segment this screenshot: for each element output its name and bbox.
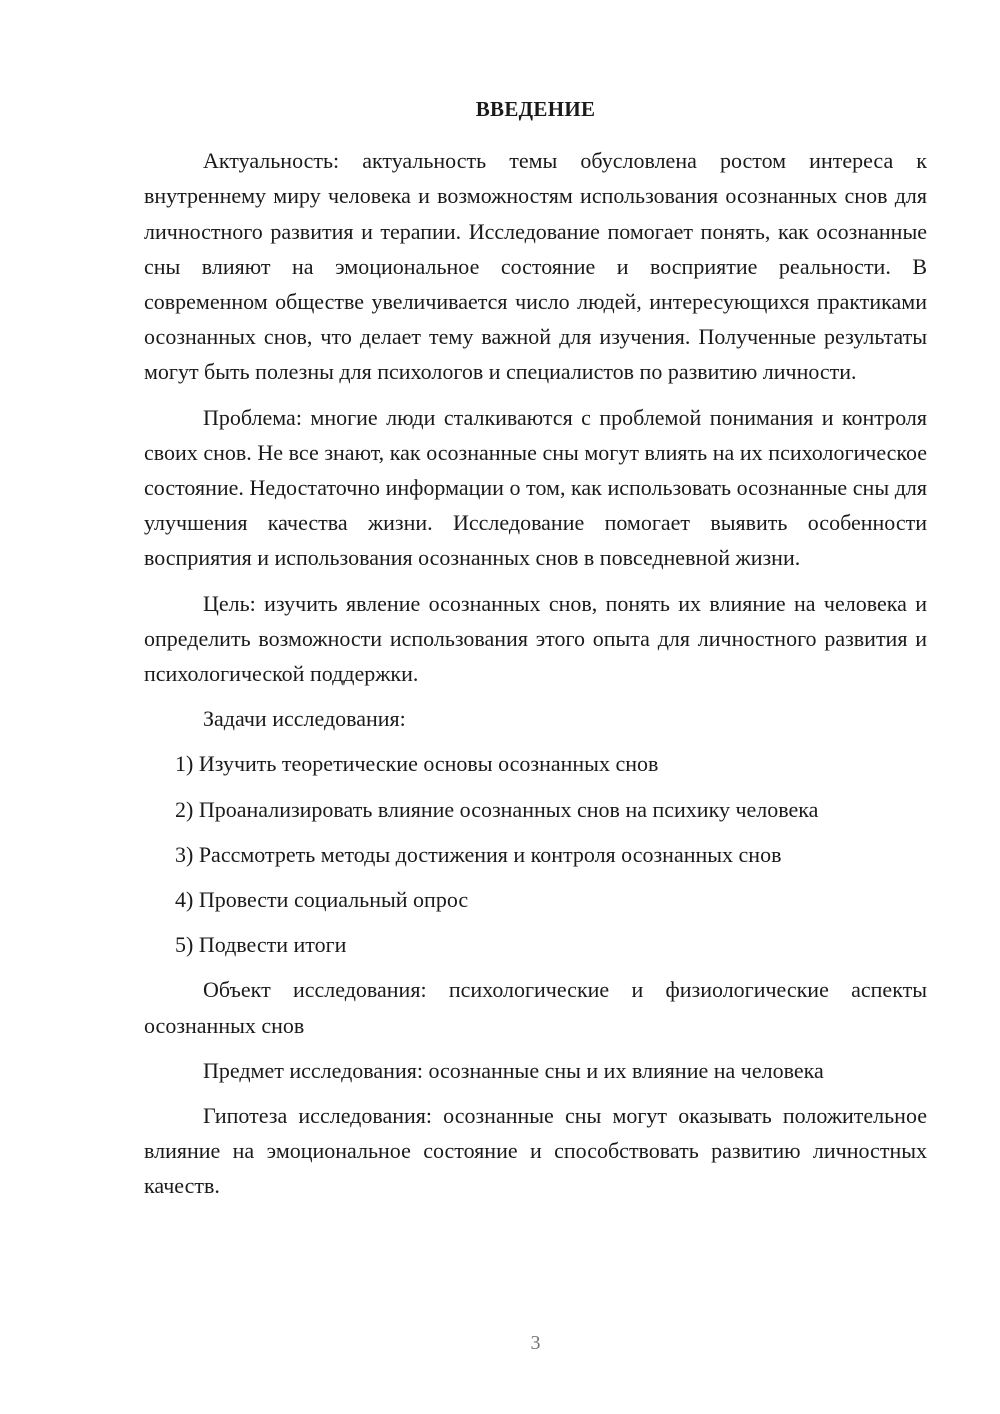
page-title: ВВЕДЕНИЕ <box>475 97 596 121</box>
paragraph-relevance: Актуальность: актуальность темы обусловлена ростом интереса к внутреннему миру человека и возможностям использования осознанных снов для личностного развития и терапии. Исследование помогает понять, как осознанные сны влияют на эмоциональное состояние и восприятие реальности. В современном обществе увеличивается число людей, интересующихся практиками осознанных снов, что делает тему важной для изучения. Полученные результаты могут быть полезны для психологов и специалистов по развитию личности. <box>144 148 927 385</box>
document-page <box>144 92 927 1214</box>
paragraph-goal: Цель: изучить явление осознанных снов, понять их влияние на человека и определить возможности использования этого опыта для личностного развития и психологической поддержки. <box>144 590 927 687</box>
paragraph-subject: Предмет исследования: осознанные сны и их влияние на человека <box>203 1057 824 1083</box>
tasks-list <box>144 746 927 962</box>
paragraph-problem: Проблема: многие люди сталкиваются с проблемой понимания и контроля своих снов. Не все знают, как осознанные сны могут влиять на их психологическое состояние. Недостаточно информации о том, как использовать осознанные сны для улучшения качества жизни. Исследование помогает выявить особенности восприятия и использования осознанных снов в повседневной жизни. <box>144 404 927 571</box>
list-item-task-1: 1) Изучить теоретические основы осознанных снов <box>175 751 659 777</box>
paragraph-object: Объект исследования: психологические и физиологические аспекты осознанных снов <box>144 977 927 1038</box>
list-item-task-2: 2) Проанализировать влияние осознанных снов на психику человека <box>175 796 819 822</box>
page-number: 3 <box>530 1332 541 1354</box>
list-item-task-4: 4) Провести социальный опрос <box>175 887 469 913</box>
paragraph-hypothesis: Гипотеза исследования: осознанные сны могут оказывать положительное влияние на эмоциональное состояние и способствовать развитию личностных качеств. <box>144 1103 927 1199</box>
list-item-task-3: 3) Рассмотреть методы достижения и контроля осознанных снов <box>175 841 782 867</box>
list-item-task-5: 5) Подвести итоги <box>175 932 347 958</box>
tasks-heading: Задачи исследования: <box>203 706 406 732</box>
